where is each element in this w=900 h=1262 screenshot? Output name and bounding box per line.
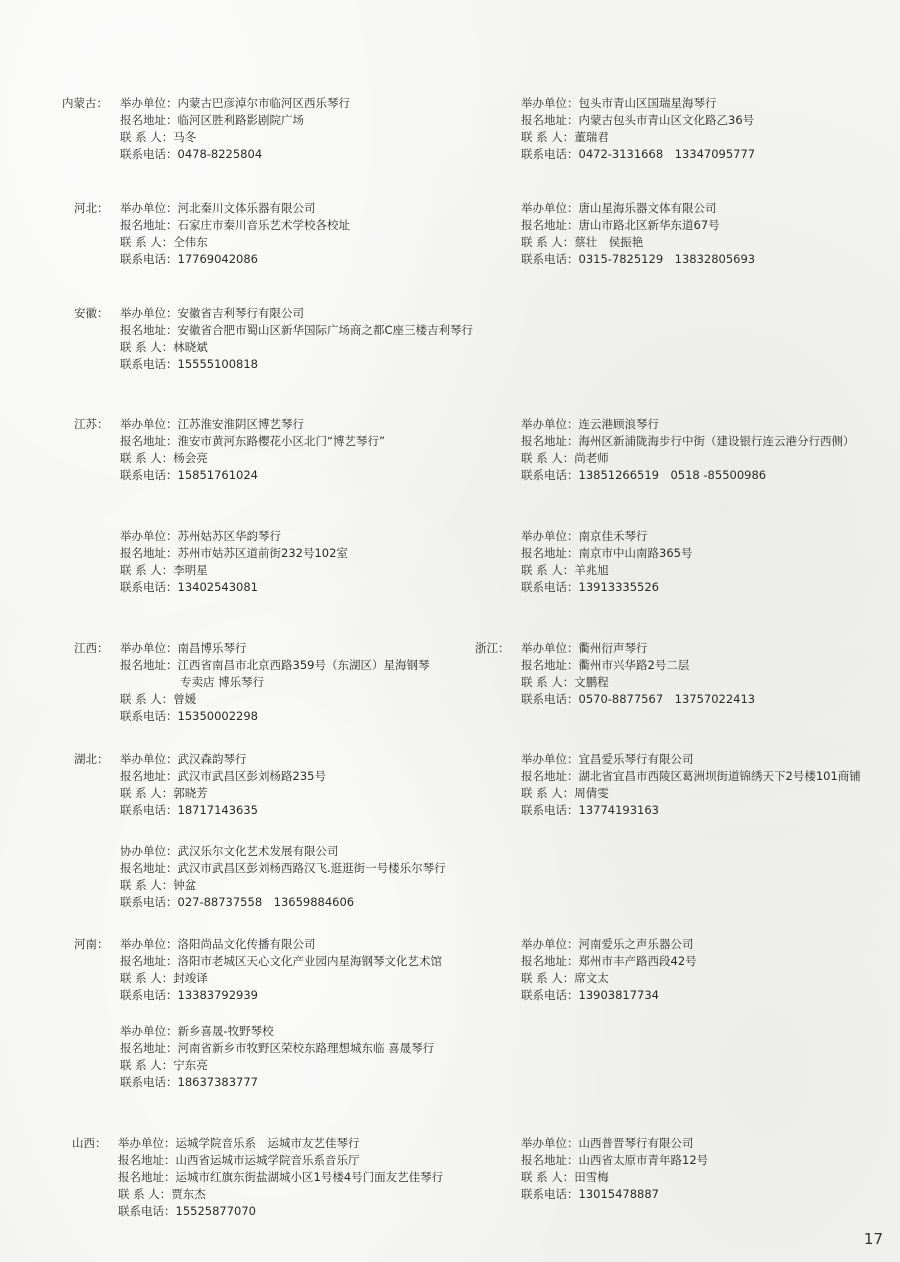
contact-line: 报名地址：山西省太原市青年路12号 bbox=[521, 1153, 709, 1167]
contact-block bbox=[120, 1023, 434, 1091]
province-label-hebei: 河北： bbox=[74, 201, 109, 215]
contact-block bbox=[120, 936, 442, 1004]
contact-line: 联 系 人：文鹏程 bbox=[521, 675, 609, 689]
contact-line: 联系电话：15350002298 bbox=[120, 709, 258, 723]
contact-block bbox=[521, 95, 755, 163]
contact-line: 联 系 人：林晓斌 bbox=[120, 340, 208, 354]
contact-line: 联 系 人：钟盆 bbox=[120, 878, 197, 892]
contact-line: 联 系 人：蔡壮 侯振艳 bbox=[521, 235, 644, 249]
contact-line: 举办单位：内蒙古巴彦淖尔市临河区西乐琴行 bbox=[120, 96, 350, 110]
contact-block bbox=[120, 843, 446, 911]
contact-line: 联 系 人：马冬 bbox=[120, 130, 197, 144]
contact-line: 举办单位：包头市青山区国瑞星海琴行 bbox=[521, 96, 717, 110]
province-label-jiangsu: 江苏： bbox=[74, 417, 109, 431]
contact-block bbox=[120, 200, 350, 268]
contact-line: 报名地址：淮安市黄河东路樱花小区北门“博艺琴行” bbox=[120, 434, 385, 448]
province-label-hubei: 湖北： bbox=[74, 752, 109, 766]
contact-line: 联系电话：0472-3131668 13347095777 bbox=[521, 147, 756, 161]
contact-line: 联 系 人：席文太 bbox=[521, 971, 609, 985]
contact-line: 报名地址：山西省运城市运城学院音乐系音乐厅 bbox=[118, 1153, 360, 1167]
contact-block bbox=[118, 1135, 443, 1220]
contact-line: 举办单位：唐山星海乐器文体有限公司 bbox=[521, 201, 717, 215]
contact-line: 联系电话：0478-8225804 bbox=[120, 147, 263, 161]
contact-block bbox=[521, 528, 692, 596]
contact-line: 举办单位：江苏淮安淮阴区博艺琴行 bbox=[120, 417, 304, 431]
contact-line: 举办单位：洛阳尚品文化传播有限公司 bbox=[120, 937, 316, 951]
contact-line: 报名地址：运城市红旗东街盐湖城小区1号楼4号门面友艺佳琴行 bbox=[118, 1170, 444, 1184]
contact-block bbox=[120, 751, 326, 819]
contact-line: 报名地址：湖北省宜昌市西陵区葛洲坝街道锦绣天下2号楼101商铺 bbox=[521, 769, 861, 783]
contact-block bbox=[120, 528, 348, 596]
contact-line: 举办单位：新乡喜晟-牧野琴校 bbox=[120, 1024, 274, 1038]
contact-line: 报名地址：临河区胜利路影剧院广场 bbox=[120, 113, 304, 127]
contact-line: 举办单位：苏州姑苏区华韵琴行 bbox=[120, 529, 281, 543]
contact-line: 联 系 人：羊兆旭 bbox=[521, 563, 609, 577]
contact-block bbox=[521, 751, 861, 819]
contact-line: 报名地址：郑州市丰产路西段42号 bbox=[521, 954, 697, 968]
contact-line: 联系电话：13903817734 bbox=[521, 988, 659, 1002]
contact-block bbox=[120, 640, 429, 725]
contact-line: 联系电话：17769042086 bbox=[120, 252, 258, 266]
contact-line: 报名地址：武汉市武昌区彭刘杨西路汉飞.逛逛街一号楼乐尔琴行 bbox=[120, 861, 446, 875]
contact-block bbox=[521, 200, 755, 268]
contact-line: 举办单位：运城学院音乐系 运城市友艺佳琴行 bbox=[118, 1136, 360, 1150]
contact-line: 报名地址：南京市中山南路365号 bbox=[521, 546, 693, 560]
contact-line: 举办单位：宜昌爱乐琴行有限公司 bbox=[521, 752, 694, 766]
province-label-anhui: 安徽： bbox=[74, 306, 109, 320]
province-label-zhejiang: 浙江： bbox=[475, 641, 510, 655]
contact-line: 报名地址：衢州市兴华路2号二层 bbox=[521, 658, 690, 672]
contact-line: 举办单位：河北秦川文体乐器有限公司 bbox=[120, 201, 316, 215]
contact-line: 联 系 人：宁东亮 bbox=[120, 1058, 208, 1072]
contact-line: 联 系 人：李明星 bbox=[120, 563, 208, 577]
contact-block bbox=[521, 936, 697, 1004]
contact-block bbox=[120, 305, 473, 373]
contact-line: 联系电话：18717143635 bbox=[120, 803, 258, 817]
contact-line: 联 系 人：封竣译 bbox=[120, 971, 208, 985]
contact-line: 联系电话：18637383777 bbox=[120, 1075, 258, 1089]
contact-block bbox=[521, 640, 755, 708]
contact-line: 联系电话：15525877070 bbox=[118, 1204, 256, 1218]
contact-line: 举办单位：安徽省吉利琴行有限公司 bbox=[120, 306, 304, 320]
province-label-jiangxi: 江西： bbox=[74, 641, 109, 655]
contact-line: 报名地址：河南省新乡市牧野区荣校东路理想城东临 喜晟琴行 bbox=[120, 1041, 435, 1055]
contact-line: 联系电话：13383792939 bbox=[120, 988, 258, 1002]
contact-line: 联系电话：0315-7825129 13832805693 bbox=[521, 252, 756, 266]
contact-line: 联系电话：13774193163 bbox=[521, 803, 659, 817]
contact-line: 报名地址：武汉市武昌区彭刘杨路235号 bbox=[120, 769, 326, 783]
contact-line: 联 系 人：田雪梅 bbox=[521, 1170, 609, 1184]
contact-line: 联 系 人：郭晓芳 bbox=[120, 786, 208, 800]
contact-line: 联系电话：027-88737558 13659884606 bbox=[120, 895, 355, 909]
contact-line: 举办单位：连云港顾浪琴行 bbox=[521, 417, 659, 431]
page-number: 17 bbox=[863, 1230, 883, 1248]
contact-block bbox=[521, 1135, 708, 1203]
contact-line: 报名地址：内蒙古包头市青山区文化路乙36号 bbox=[521, 113, 755, 127]
contact-line: 举办单位：衢州衍声琴行 bbox=[521, 641, 648, 655]
contact-line: 报名地址：石家庄市秦川音乐艺术学校各校址 bbox=[120, 218, 350, 232]
contact-line: 联 系 人：周倩雯 bbox=[521, 786, 609, 800]
province-label-shanxi: 山西： bbox=[72, 1136, 107, 1150]
contact-line: 联 系 人：尚老师 bbox=[521, 451, 609, 465]
contact-line: 联系电话：13851266519 0518 -85500986 bbox=[521, 468, 767, 482]
contact-line: 联 系 人：董瑞君 bbox=[521, 130, 609, 144]
province-label-henan: 河南： bbox=[74, 937, 109, 951]
contact-line: 举办单位：南昌博乐琴行 bbox=[120, 641, 247, 655]
contact-line: 协办单位：武汉乐尔文化艺术发展有限公司 bbox=[120, 844, 339, 858]
contact-line: 联系电话：13402543081 bbox=[120, 580, 258, 594]
contact-block bbox=[120, 95, 350, 163]
contact-line: 联系电话：13015478887 bbox=[521, 1187, 659, 1201]
contact-line: 联系电话：15555100818 bbox=[120, 357, 258, 371]
contact-block bbox=[521, 416, 855, 484]
contact-line: 报名地址：安徽省合肥市蜀山区新华国际广场商之都C座三楼吉利琴行 bbox=[120, 323, 474, 337]
contact-line: 举办单位：山西普晋琴行有限公司 bbox=[521, 1136, 694, 1150]
contact-block bbox=[120, 416, 385, 484]
contact-line: 联 系 人：杨会亮 bbox=[120, 451, 208, 465]
contact-line: 报名地址：唐山市路北区新华东道67号 bbox=[521, 218, 720, 232]
contact-line: 联系电话：13913335526 bbox=[521, 580, 659, 594]
contact-line: 报名地址：江西省南昌市北京西路359号（东湖区）星海钢琴 bbox=[120, 658, 430, 672]
contact-line: 联系电话：0570-8877567 13757022413 bbox=[521, 692, 756, 706]
contact-line: 联 系 人：曾媛 bbox=[120, 692, 197, 706]
contact-line: 报名地址：苏州市姑苏区道前街232号102室 bbox=[120, 546, 348, 560]
contact-line: 联系电话：15851761024 bbox=[120, 468, 258, 482]
contact-line: 举办单位：南京佳禾琴行 bbox=[521, 529, 648, 543]
contact-line: 报名地址：洛阳市老城区天心文化产业园内星海钢琴文化艺术馆 bbox=[120, 954, 442, 968]
contact-line: 举办单位：河南爱乐之声乐器公司 bbox=[521, 937, 694, 951]
contact-line: 联 系 人：仝伟东 bbox=[120, 235, 208, 249]
province-label-neimenggu: 内蒙古： bbox=[62, 96, 108, 110]
contact-line: 举办单位：武汉森韵琴行 bbox=[120, 752, 247, 766]
contact-line: 联 系 人：贾东杰 bbox=[118, 1187, 206, 1201]
contact-line: 专卖店 博乐琴行 bbox=[180, 675, 265, 689]
contact-line: 报名地址：海州区新浦陇海步行中街（建设银行连云港分行西侧） bbox=[521, 434, 855, 448]
